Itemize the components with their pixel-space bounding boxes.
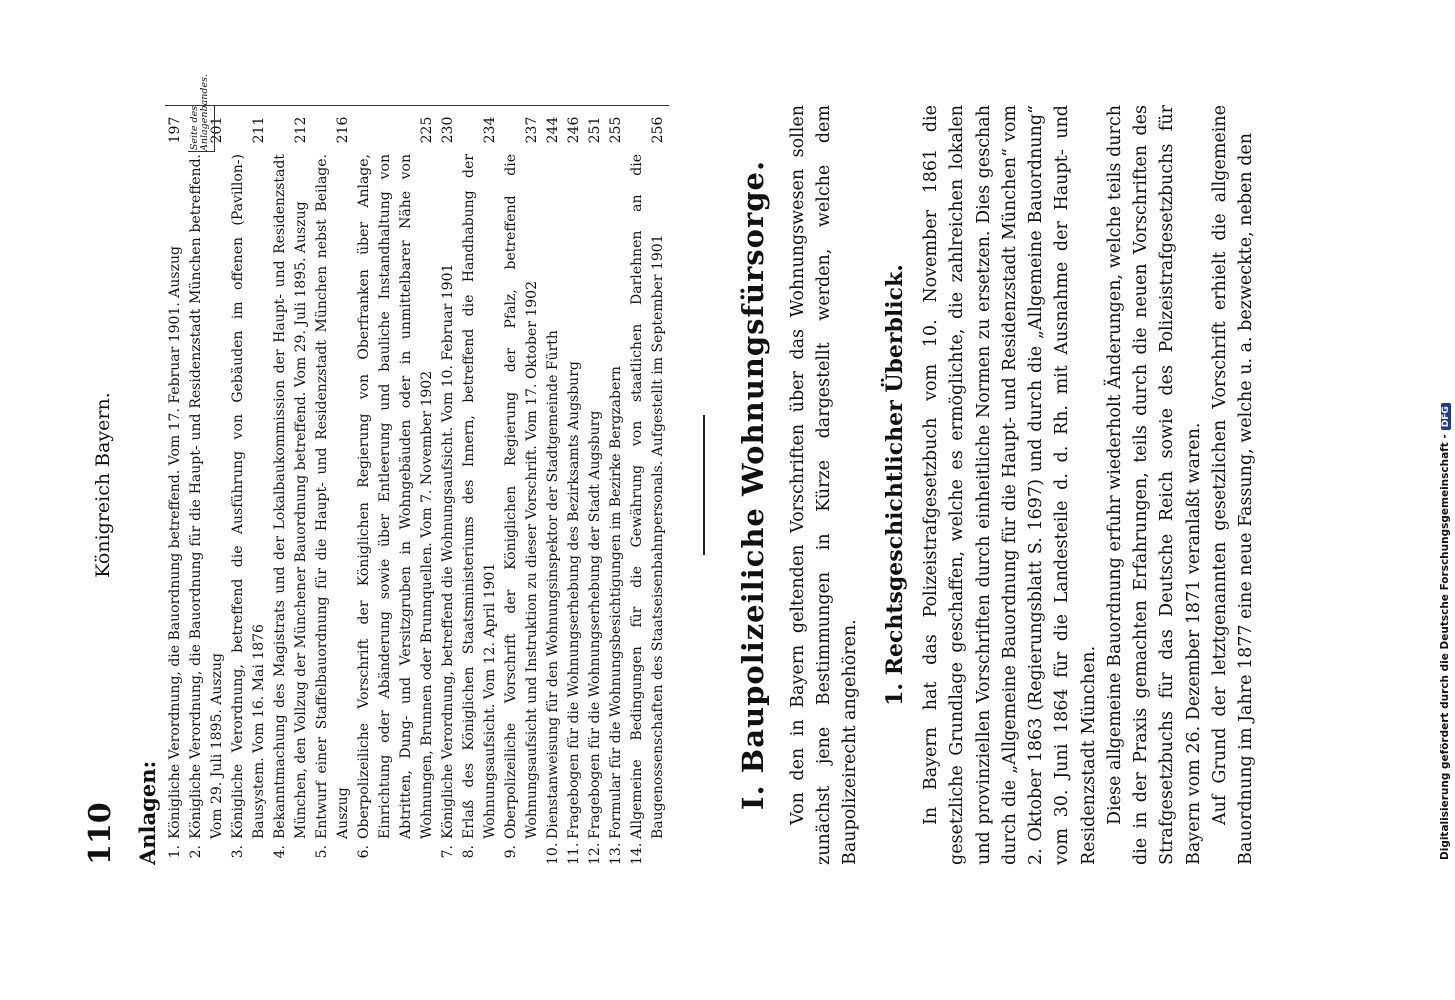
annex-number: 2. (187, 845, 204, 859)
annex-title: Erlaß des Königlichen Staatsministeriums des Innern, betreffend die Handhabung der Wohnungsaufsicht. Vom 12. April 1901 (460, 154, 498, 839)
annex-title: Königliche Verordnung, betreffend die Ausführung von Gebäuden im offenen (Pavillon-) Bausystem. Vom 16. Mai 1876 (229, 154, 267, 839)
annex-item (186, 106, 228, 865)
annex-item (438, 106, 459, 865)
annex-page-ref: 244 (544, 116, 561, 144)
page-number: 110 (83, 802, 118, 865)
annex-title: Fragebogen für die Wohnungserhebung des Bezirksamts Augsburg (565, 361, 582, 839)
annex-page-ref: 255 (607, 116, 624, 144)
annex-item (270, 106, 312, 865)
annex-number: 6. (355, 845, 372, 859)
annex-page-ref: 246 (565, 116, 582, 144)
annex-title: Oberpolizeiliche Vorschrift der Königlichen Regierung der Pfalz, betreffend die Wohnungsaufsicht und Instruktion zu dieser Vorschrift. Vom 17. Oktober 1902 (502, 154, 540, 839)
annex-item (312, 106, 354, 865)
digitization-credit (1439, 140, 1453, 860)
annex-page-ref: 230 (439, 116, 456, 144)
annex-number: 10. (544, 842, 561, 865)
running-header (80, 105, 128, 865)
annex-page-ref: 216 (334, 116, 351, 144)
annex-page-ref: 201 (208, 116, 225, 144)
annex-item (165, 106, 186, 865)
annex-page-ref: 237 (523, 116, 540, 144)
annex-item (543, 106, 564, 865)
annex-page-ref: 256 (649, 116, 666, 144)
credit-text: Digitalisierung gefördert durch die Deutsche Forschungsgemeinschaft - (1439, 434, 1451, 860)
header-title: Königreich Bayern. (92, 392, 114, 578)
subsection-title: 1. Rechtsgeschichtlicher Überblick. (881, 264, 908, 706)
annex-number: 1. (166, 845, 183, 859)
annex-number: 9. (502, 845, 519, 859)
annex-item (585, 106, 606, 865)
annex-title: Formular für die Wohnungsbesichtigungen im Bezirke Bergzabern (607, 366, 624, 839)
annex-page-ref: 211 (250, 116, 267, 144)
annex-page-ref: 225 (418, 116, 435, 144)
annex-title: Königliche Verordnung, betreffend die Wohnungsaufsicht. Vom 10. Februar 1901 (439, 263, 456, 839)
section-divider (703, 415, 705, 555)
annexes-heading: Anlagen: (135, 760, 160, 865)
annex-item (459, 106, 501, 865)
annex-item (354, 106, 438, 865)
annex-title: Bekanntmachung des Magistrats und der Lokalbaukommission der Haupt- und Residenzstadt München, den Vollzug der Münchener Bauordnung betreffend. Vom 29. Juli 1895. Auszug (271, 154, 309, 839)
section-title: I. Baupolizeiliche Wohnungsfürsorge. (735, 159, 770, 811)
annex-item (501, 106, 543, 865)
annex-number: 14. (628, 842, 645, 865)
annex-number: 11. (565, 842, 582, 865)
annex-title: Allgemeine Bedingungen für die Gewährung von staatlichen Darlehnen an die Baugenossenschaften des Staatseisenbahnpersonals. Aufgestellt im September 1901 (628, 154, 666, 839)
annex-page-ref: 234 (481, 116, 498, 144)
annex-title: Königliche Verordnung, die Bauordnung für die Haupt- und Residenzstadt München betreffend. Vom 29. Juli 1895. Auszug (187, 154, 225, 839)
annex-number: 5. (313, 845, 330, 859)
annex-title: Fragebogen für die Wohnungserhebung der Stadt Augsburg (586, 410, 603, 839)
annex-page-ref: 212 (292, 116, 309, 144)
annex-page-ref: 197 (166, 116, 183, 144)
intro-paragraph: Von den in Bayern geltenden Vorschriften über das Wohnungswesen sollen zunächst jene Bestimmungen in Kürze dargestellt werden, welche dem Baupolizeirecht angehören. (787, 105, 861, 865)
body-paragraph: Diese allgemeine Bauordnung erfuhr wiederholt Änderungen, welche teils durch die in der Praxis gemachten Erfahrungen, teils durch die neuen Vorschriften des Strafgesetzbuchs für das Deutsche Reich sowie des Polizeistrafgesetzbuchs für Bayern vom 26. Dezember 1871 veranlaßt waren. (1104, 105, 1204, 865)
dfg-logo: DFG (1441, 403, 1451, 430)
annex-item (627, 106, 669, 865)
annex-item (564, 106, 585, 865)
annexes-section (134, 74, 669, 865)
annex-number: 8. (460, 845, 477, 859)
annex-number: 13. (607, 842, 624, 865)
annex-number: 12. (586, 842, 603, 865)
annex-title: Dienstanweisung für den Wohnungsinspektor der Stadtgemeinde Fürth (544, 330, 561, 839)
body-paragraph: In Bayern hat das Polizeistrafgesetzbuch vom 10. November 1861 die gesetzliche Grundlage geschaffen, welche es ermöglichte, die zahlreichen lokalen und provinziellen Vorschriften durch einheitliche Normen zu ersetzen. Dies geschah durch die „Allgemeine Bauordnung für die Haupt- und Residenzstadt München“ vom 2. Oktober 1863 (Regierungsblatt S. 1697) und durch die „Allgemeine Bauordnung“ vom 30. Juni 1864 für die Landesteile d. d. Rh. mit Ausnahme der Haupt- und Residenzstadt München. (921, 105, 1099, 865)
annex-page-ref: 251 (586, 116, 603, 144)
annex-number: 3. (229, 845, 246, 859)
page (80, 74, 1259, 865)
annex-item (606, 106, 627, 865)
page-column-header: Seite des Anlagenbandes. (188, 105, 215, 152)
annex-number: 4. (271, 845, 288, 859)
annex-title: Oberpolizeiliche Vorschrift der Königlichen Regierung von Oberfranken über Anlage, Einrichtung oder Abänderung sowie über Entleerung und bauliche Instandhaltung von Abtritten, Dung- und Versitzgruben in Wohngebäuden oder in unmittelbarer Nähe von Wohnungen, Brunnen oder Brunnquellen. Vom 7. November 1902 (355, 154, 435, 839)
body-paragraph: Auf Grund der letztgenannten gesetzlichen Vorschrift erhielt die allgemeine Bauordnung im Jahre 1877 eine neue Fassung, welche u. a. bezweckte, neben den (1209, 105, 1257, 865)
annex-number: 7. (439, 845, 456, 859)
annex-title: Königliche Verordnung, die Bauordnung betreffend. Vom 17. Februar 1901. Auszug (166, 246, 183, 839)
annex-item (228, 106, 270, 865)
annexes-list (165, 105, 669, 865)
annex-title: Entwurf einer Staffelbauordnung für die Haupt- und Residenzstadt München nebst Beilage. Auszug (313, 154, 351, 839)
